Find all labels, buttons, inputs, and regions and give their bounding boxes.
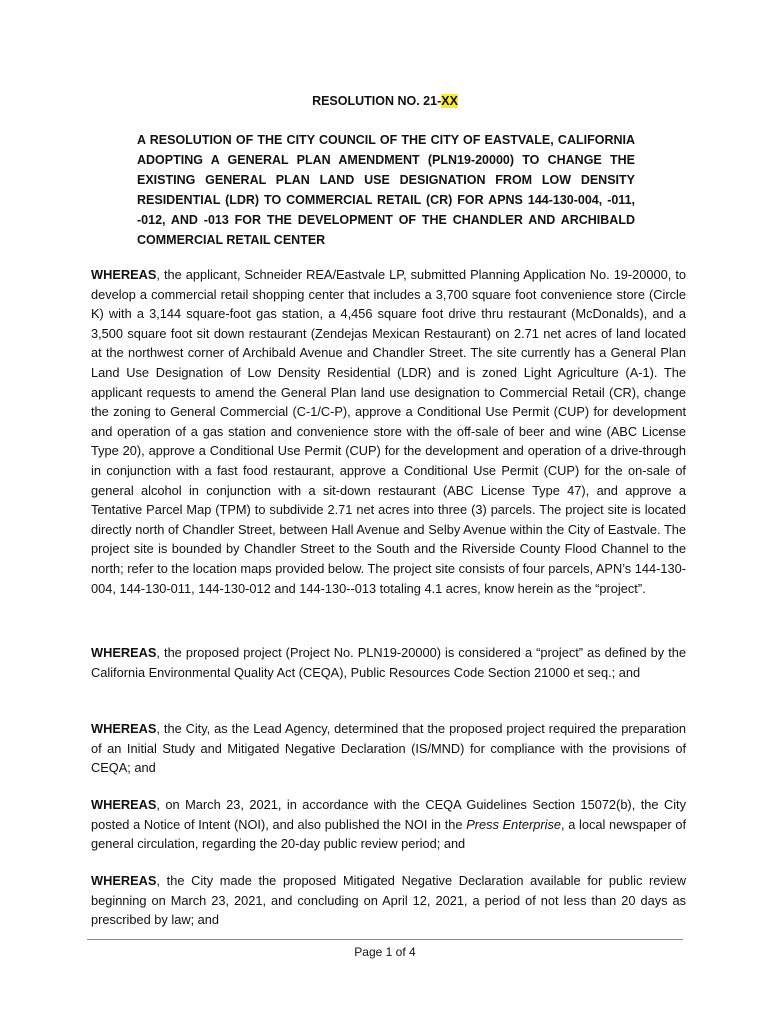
footer-divider — [87, 939, 683, 940]
paragraph-text: , the applicant, Schneider REA/Eastvale LP, submitted Planning Application No. 19-20000, to develop a commercial retail shopping center that includes a 3,700 square foot convenience store (Circle K) with a 3,144 square-foot gas station, a 4,456 square foot drive thru restaurant (McDonalds), and a 3,500 square foot sit down restaurant (Zendejas Mexican Restaurant) on 2.71 net acres of land located at the northwest corner of Archibald Avenue and Chandler Street. The site currently has a General Plan Land Use Designation of Low Density Residential (LDR) and is zoned Light Agriculture (A-1). The applicant requests to amend the General Plan land use designation to Commercial Retail (CR), change the zoning to General Commercial (C-1/C-P), approve a Conditional Use Permit (CUP) for development and operation of a gas station and convenience store with the off-sale of beer and wine (ABC License Type 20), approve a Conditional Use Permit (CUP) for the development and operation of a drive-through in conjunction with a fast food restaurant, approve a Conditional Use Permit (CUP) for the on-sale of general alcohol in conjunction with a sit-down restaurant (ABC License Type 47), and approve a Tentative Parcel Map (TPM) to subdivide 2.71 net acres into three (3) parcels. The project site is located directly north of Chandler Street, between Hall Avenue and Selby Avenue within the City of Eastvale. The project site is bounded by Chandler Street to the South and the Riverside County Flood Channel to the north; refer to the location maps provided below. The project site consists of four parcels, APN’s 144-130-004, 144-130-011, 144-130-012 and 144-130--013 totaling 4.1 acres, know herein as the “project”. — [91, 267, 686, 596]
newspaper-name: Press Enterprise — [466, 816, 561, 832]
paragraph-text: , the City made the proposed Mitigated Negative Declaration available for public review beginning on March 23, 2021, and concluding on April 12, 2021, a period of not less than 20 days as prescribed by law; and — [91, 873, 686, 928]
paragraph-text: , on March 23, 2021, in accordance with the CEQA Guidelines Section 15072(b), the City posted a Notice of Intent (NOI), and also published the NOI in the — [91, 797, 686, 832]
resolution-heading: A RESOLUTION OF THE CITY COUNCIL OF THE CITY OF EASTVALE, CALIFORNIA ADOPTING A GENERAL PLAN AMENDMENT (PLN19-20000) TO CHANGE THE EXISTING GENERAL PLAN LAND USE DESIGNATION FROM LOW DENSITY RESIDENTIAL (LDR) TO COMMERCIAL RETAIL (CR) FOR APNS 144-130-004, -011, -012, AND -013 FOR THE DEVELOPMENT OF THE CHANDLER AND ARCHIBALD COMMERCIAL RETAIL CENTER — [137, 133, 635, 247]
whereas-lead: WHEREAS — [91, 645, 157, 660]
whereas-paragraph-4 — [91, 795, 686, 854]
paragraph-text: , the proposed project (Project No. PLN19-20000) is considered a “project” as defined by the California Environmental Quality Act (CEQA), Public Resources Code Section 21000 et seq.; and — [91, 645, 686, 680]
whereas-paragraph-1 — [91, 265, 686, 598]
whereas-paragraph-2 — [91, 643, 686, 682]
paragraph-text: , the City, as the Lead Agency, determined that the proposed project required the preparation of an Initial Study and Mitigated Negative Declaration (IS/MND) for compliance with the provisions of CEQA; and — [91, 721, 686, 776]
whereas-paragraph-3 — [91, 719, 686, 778]
resolution-title-prefix: RESOLUTION NO. 21- — [312, 94, 442, 108]
whereas-lead: WHEREAS — [91, 721, 157, 736]
whereas-paragraph-5 — [91, 871, 686, 930]
resolution-title — [0, 94, 770, 108]
page-number: Page 1 of 4 — [354, 945, 416, 959]
whereas-lead: WHEREAS — [91, 873, 157, 888]
whereas-lead: WHEREAS — [91, 797, 157, 812]
paragraph-text: , a local newspaper of general circulation, regarding the 20-day public review period; and — [91, 816, 687, 852]
resolution-number-highlight: XX — [441, 94, 458, 108]
whereas-lead: WHEREAS — [91, 267, 157, 282]
